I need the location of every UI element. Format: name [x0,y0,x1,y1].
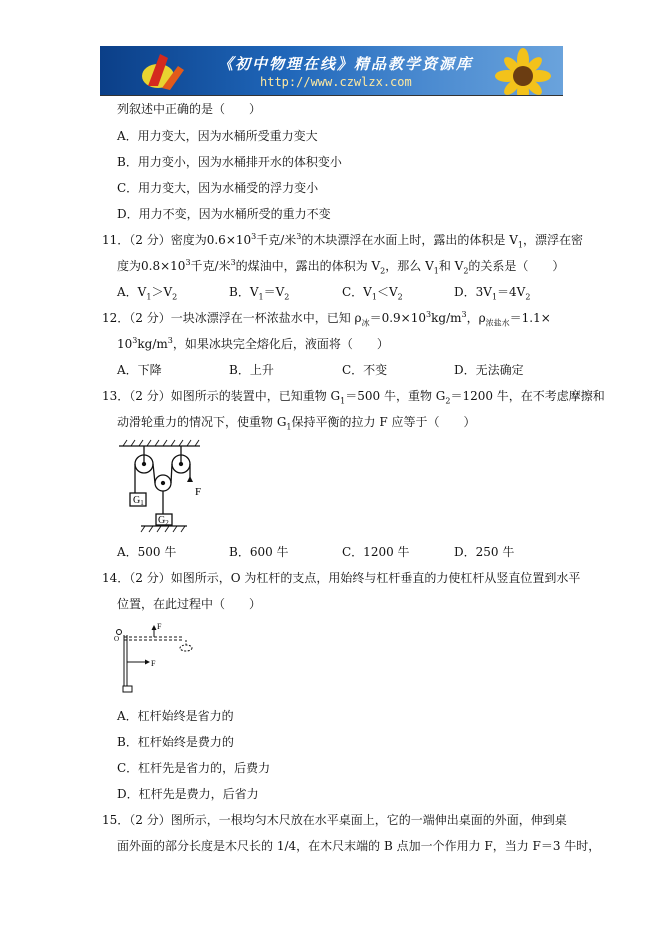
q12-option-d[interactable]: D．无法确定 [454,363,524,377]
q14-option-c[interactable]: C．杠杆先是省力的，后费力 [117,761,271,775]
q11-stem-line1: 11．（2 分）密度为$0.6\times 10^3$千克/米$^3$的木块漂浮在水面上时，露出的体积是 $V_1$，漂浮在密 [102,232,583,250]
q12-option-b[interactable]: B．上升 [229,363,274,377]
q11-option-a[interactable]: A．$V_1>V_2$ [117,285,178,302]
header-banner [100,46,563,96]
q14-stem-line1: 14．（2 分）如图所示，O 为杠杆的支点，用始终与杠杆垂直的力使杠杆从竖直位置到水平 [102,571,581,585]
label-g1: $G_1$ [133,495,144,507]
q15-stem-line1: 15．（2 分）图所示，一根均匀木尺放在水平桌面上，它的一端伸出桌面的外面，伸到桌 [102,813,567,827]
pivot-o [117,630,122,635]
label-f2: F [151,659,156,668]
arrow-right-icon [145,660,150,665]
ceiling-hatch [123,440,199,446]
label-force: F [195,486,202,498]
q13-pulley-figure [117,438,217,533]
weight-dashed [180,645,192,651]
q14-option-a[interactable]: A．杠杆始终是省力的 [117,709,234,723]
arrow-up-icon [152,625,157,630]
sunflower-icon [483,46,563,96]
q14-stem-line2: 位置，在此过程中（ ） [117,597,262,611]
q13-option-b[interactable]: B．600 牛 [229,545,289,559]
weight-solid [123,686,132,692]
q13-option-c[interactable]: C．1200 牛 [342,545,410,559]
q10-option-c[interactable]: C．用力变大，因为水桶受的浮力变小 [117,181,319,195]
q10-option-a[interactable]: A．用力变大，因为水桶所受重力变大 [117,129,318,143]
q11-option-b[interactable]: B．$V_1=V_2$ [229,285,290,302]
q13-option-d[interactable]: D．250 牛 [454,545,515,559]
label-g2: $G_2$ [158,515,169,527]
label-o: O [114,635,120,643]
q15-stem-line2: 面外面的部分长度是木尺长的 1/4，在木尺末端的 B 点加一个作用力 F，当力 F＝3 牛时， [117,839,601,853]
q14-lever-figure [114,624,199,694]
q11-option-d[interactable]: D．$3V_1=4V_2$ [454,285,531,302]
q10-option-d[interactable]: D．用力不变，因为水桶所受的重力不变 [117,207,331,221]
q12-stem-line1: 12．（2 分）一块冰漂浮在一杯浓盐水中，已知 $\rho_冰=0.9\times 10^3kg/m^3$，$\rho_{浓盐水}=1.1\times$ [102,310,551,328]
logo-icon [138,46,198,96]
q13-stem-line2: 动滑轮重力的情况下，使重物 $G_1$保持平衡的拉力 F 应等于（ ） [117,415,476,432]
q12-option-a[interactable]: A．下降 [117,363,162,377]
q10-stem-tail: 列叙述中正确的是（ ） [117,102,262,116]
banner-url[interactable]: http://www.czwlzx.com [260,75,412,89]
force-arrow-head [187,476,193,482]
q13-stem-line1: 13．（2 分）如图所示的装置中，已知重物 $G_1=500$ 牛，重物 $G_2=1200$ 牛，在不考虑摩擦和 [102,389,605,406]
banner-title: 《初中物理在线》精品教学资源库 [218,55,474,73]
q10-option-b[interactable]: B．用力变小，因为水桶排开水的体积变小 [117,155,342,169]
q12-stem-line2: $10^3kg/m^3$，如果冰块完全熔化后，液面将（ ） [117,336,389,351]
header-divider [100,95,563,96]
label-f1: F [157,622,162,631]
q13-option-a[interactable]: A．500 牛 [117,545,177,559]
q14-option-b[interactable]: B．杠杆始终是费力的 [117,735,234,749]
q14-option-d[interactable]: D．杠杆先是费力，后省力 [117,787,259,801]
q11-option-c[interactable]: C．$V_1<V_2$ [342,285,403,302]
q12-option-c[interactable]: C．不变 [342,363,388,377]
q11-stem-line2: 度为$0.8\times 10^3$千克/米$^3$的煤油中，露出的体积为 $V_2$，那么 $V_1$和 $V_2$的关系是（ ） [117,258,565,276]
